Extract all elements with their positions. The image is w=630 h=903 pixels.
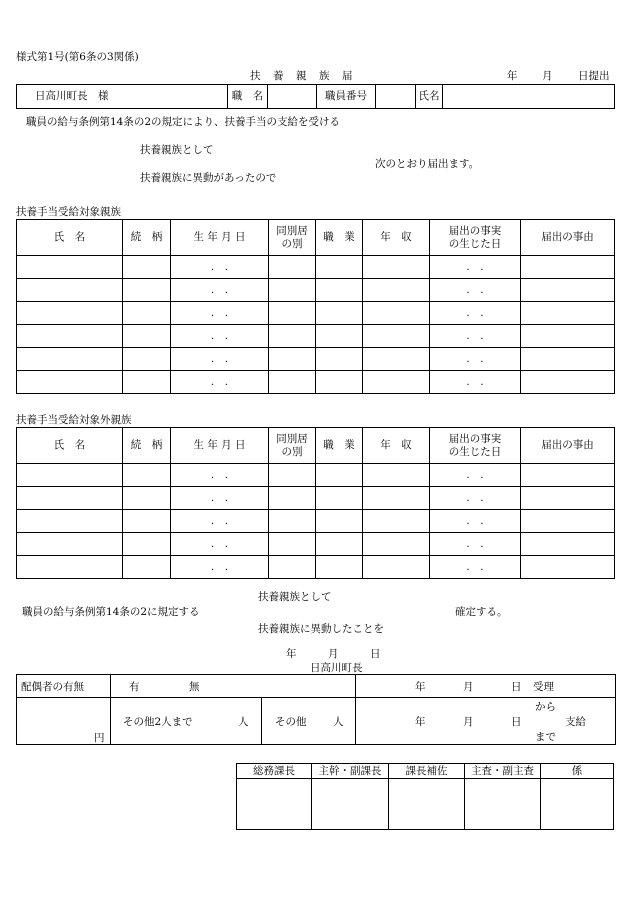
table-cell[interactable]: [17, 302, 123, 325]
staff-no-field[interactable]: [376, 85, 416, 109]
confirm-option-1: 扶養親族として: [258, 591, 332, 603]
date-cell[interactable]: . .: [430, 302, 521, 325]
date-cell[interactable]: . .: [430, 510, 521, 533]
col-income: 年 収: [363, 428, 430, 464]
date-cell[interactable]: . .: [430, 256, 521, 279]
date-cell[interactable]: . .: [430, 371, 521, 394]
name-label: 氏名: [416, 85, 443, 109]
name-field[interactable]: [443, 85, 615, 109]
col-event-date: [430, 428, 521, 464]
table-cell[interactable]: [521, 325, 615, 348]
table-cell[interactable]: [269, 256, 316, 279]
table-cell[interactable]: [123, 256, 171, 279]
col-cohabit: [269, 220, 316, 256]
table-cell[interactable]: [316, 464, 363, 487]
spouse-no[interactable]: 無: [189, 681, 200, 693]
table-cell[interactable]: [316, 279, 363, 302]
table-cell[interactable]: [521, 533, 615, 556]
table-cell[interactable]: [17, 325, 123, 348]
person-unit-1: 人: [238, 716, 249, 728]
table-cell[interactable]: [521, 371, 615, 394]
position-field[interactable]: [268, 85, 317, 109]
submit-month: 月: [542, 70, 553, 82]
addressee: 日高川町長 様: [17, 85, 228, 109]
received-day: 日: [511, 681, 522, 693]
date-cell[interactable]: . .: [430, 325, 521, 348]
table-cell[interactable]: [123, 533, 171, 556]
table-cell[interactable]: [123, 325, 171, 348]
table-cell[interactable]: [17, 510, 123, 533]
others2-label: その他2人まで: [123, 716, 193, 728]
table-cell[interactable]: [363, 279, 430, 302]
table-cell[interactable]: [17, 256, 123, 279]
period-month: 月: [463, 716, 474, 728]
table-cell[interactable]: [269, 302, 316, 325]
table-row: [17, 371, 615, 394]
stamp-cell[interactable]: [465, 779, 541, 830]
col-event-date: [430, 220, 521, 256]
table-header-row: [17, 220, 615, 256]
dependents-table: [16, 219, 615, 394]
table-cell[interactable]: [316, 533, 363, 556]
date-cell[interactable]: . .: [430, 464, 521, 487]
table-row: [17, 302, 615, 325]
date-cell[interactable]: . .: [171, 325, 269, 348]
table-cell[interactable]: [316, 256, 363, 279]
approval-staff: 係: [541, 764, 614, 779]
table-cell[interactable]: [521, 464, 615, 487]
header-table: [16, 84, 615, 109]
col-name: 氏 名: [17, 220, 123, 256]
intro-line: 職員の給与条例第14条の2の規定により、扶養手当の支給を受ける: [26, 116, 341, 128]
until-label: まで: [535, 731, 556, 743]
col-birthdate: 生 年 月 日: [171, 428, 269, 464]
approval-assistant-chief: 課長補佐: [389, 764, 465, 779]
table-row: [17, 256, 615, 279]
col-cohabit: [269, 428, 316, 464]
table-cell[interactable]: [17, 464, 123, 487]
staff-no-label: 職員番号: [317, 85, 376, 109]
table-cell[interactable]: [363, 510, 430, 533]
table-cell[interactable]: [269, 533, 316, 556]
table-cell[interactable]: [17, 348, 123, 371]
col-income: 年 収: [363, 220, 430, 256]
table-cell[interactable]: [123, 510, 171, 533]
date-cell[interactable]: . .: [430, 279, 521, 302]
table-cell[interactable]: [363, 371, 430, 394]
section1-title: 扶養手当受給対象親族: [16, 206, 121, 218]
table-cell[interactable]: [17, 487, 123, 510]
table-cell[interactable]: [316, 371, 363, 394]
pay-label: 支給: [565, 716, 586, 728]
table-cell[interactable]: [123, 302, 171, 325]
received-month: 月: [463, 681, 474, 693]
table-cell[interactable]: [521, 348, 615, 371]
spouse-yes[interactable]: 有: [129, 681, 140, 693]
confirm-option-2: 扶養親族に異動したことを: [258, 623, 384, 635]
table-cell[interactable]: [269, 487, 316, 510]
table-cell[interactable]: [363, 302, 430, 325]
col-relation: 続 柄: [123, 220, 171, 256]
table-cell[interactable]: [521, 279, 615, 302]
table-cell[interactable]: [363, 464, 430, 487]
table-cell[interactable]: [316, 348, 363, 371]
date-cell[interactable]: . .: [171, 256, 269, 279]
table-cell[interactable]: [363, 487, 430, 510]
table-cell[interactable]: [17, 556, 123, 579]
date-cell[interactable]: . .: [171, 533, 269, 556]
table-cell[interactable]: [269, 464, 316, 487]
intro-option-2: 扶養親族に異動があったので: [140, 172, 277, 184]
table-cell[interactable]: [123, 279, 171, 302]
sign-date: 年 月 日: [286, 648, 381, 660]
sign-mayor: 日高川町長: [310, 662, 363, 674]
table-cell[interactable]: [17, 279, 123, 302]
col-name: 氏 名: [17, 428, 123, 464]
table-cell[interactable]: [521, 256, 615, 279]
table-cell[interactable]: [316, 510, 363, 533]
table-cell[interactable]: [269, 556, 316, 579]
date-cell[interactable]: . .: [171, 556, 269, 579]
intro-tail: 次のとおり届出ます。: [375, 158, 480, 170]
table-cell[interactable]: [363, 256, 430, 279]
date-cell[interactable]: . .: [171, 510, 269, 533]
others-label: その他: [275, 716, 307, 728]
stamp-cell[interactable]: [389, 779, 465, 830]
col-cohabit-label: 同別居の別: [276, 433, 308, 458]
date-cell[interactable]: . .: [171, 371, 269, 394]
non-dependents-table: [16, 427, 615, 579]
date-cell[interactable]: . .: [171, 464, 269, 487]
form-number: 様式第1号(第6条の3関係): [16, 51, 139, 63]
table-cell[interactable]: [316, 487, 363, 510]
table-cell[interactable]: [363, 533, 430, 556]
table-cell[interactable]: [316, 556, 363, 579]
date-cell[interactable]: . .: [171, 348, 269, 371]
table-cell[interactable]: [521, 556, 615, 579]
table-cell[interactable]: [363, 348, 430, 371]
section2-title: 扶養手当受給対象外親族: [16, 414, 132, 426]
received-label: 受理: [533, 681, 554, 693]
table-header-row: [17, 428, 615, 464]
table-row: [17, 487, 615, 510]
col-reason: 届出の事由: [521, 428, 615, 464]
table-cell[interactable]: [269, 348, 316, 371]
confirm-left: 職員の給与条例第14条の2に規定する: [22, 606, 200, 618]
col-occupation: 職 業: [316, 428, 363, 464]
table-cell[interactable]: [123, 556, 171, 579]
approval-general-affairs: 総務課長: [237, 764, 312, 779]
table-cell[interactable]: [316, 302, 363, 325]
table-row: [17, 348, 615, 371]
spouse-label: 配偶者の有無: [21, 681, 84, 693]
yen-label: 円: [94, 732, 105, 744]
table-cell[interactable]: [269, 279, 316, 302]
stamp-cell[interactable]: [237, 779, 312, 830]
date-cell[interactable]: . .: [171, 487, 269, 510]
confirm-right: 確定する。: [455, 606, 508, 618]
form-title: 扶 養 親 族 届: [250, 70, 354, 82]
table-cell[interactable]: [123, 464, 171, 487]
table-cell[interactable]: [17, 371, 123, 394]
date-cell[interactable]: . .: [171, 302, 269, 325]
approval-table: [236, 763, 614, 830]
table-row: [17, 464, 615, 487]
approval-supervisor: 主査・副主査: [465, 764, 541, 779]
table-row: [17, 279, 615, 302]
approval-deputy-chief: 主幹・副課長: [312, 764, 389, 779]
date-cell[interactable]: . .: [430, 556, 521, 579]
period-year: 年: [415, 716, 426, 728]
table-cell[interactable]: [521, 487, 615, 510]
received-year: 年: [415, 681, 426, 693]
table-row: [17, 510, 615, 533]
intro-option-1: 扶養親族として: [140, 144, 214, 156]
date-cell[interactable]: . .: [430, 348, 521, 371]
person-unit-2: 人: [333, 716, 344, 728]
table-row: [17, 325, 615, 348]
col-event-date-label: 届出の事実の生じた日: [448, 225, 502, 250]
col-relation: 続 柄: [123, 428, 171, 464]
period-day: 日: [511, 716, 522, 728]
stamp-cell[interactable]: [541, 779, 614, 830]
submit-year: 年: [507, 70, 518, 82]
table-cell[interactable]: [123, 371, 171, 394]
table-cell[interactable]: [123, 487, 171, 510]
table-cell[interactable]: [123, 348, 171, 371]
table-cell[interactable]: [316, 325, 363, 348]
col-cohabit-label: 同別居の別: [276, 225, 308, 250]
date-cell[interactable]: . .: [171, 279, 269, 302]
stamp-cell[interactable]: [312, 779, 389, 830]
table-cell[interactable]: [269, 325, 316, 348]
position-label: 職 名: [228, 85, 268, 109]
table-row: [17, 533, 615, 556]
table-cell[interactable]: [363, 325, 430, 348]
table-cell[interactable]: [269, 510, 316, 533]
table-cell[interactable]: [363, 556, 430, 579]
spouse-box: [16, 674, 616, 745]
col-event-date-label: 届出の事実の生じた日: [448, 433, 502, 458]
date-cell[interactable]: . .: [430, 487, 521, 510]
col-reason: 届出の事由: [521, 220, 615, 256]
table-row: [17, 556, 615, 579]
table-cell[interactable]: [17, 533, 123, 556]
date-cell[interactable]: . .: [430, 533, 521, 556]
table-cell[interactable]: [521, 510, 615, 533]
submit-day: 日提出: [578, 70, 610, 82]
from-label: から: [535, 701, 556, 713]
table-cell[interactable]: [521, 302, 615, 325]
table-cell[interactable]: [269, 371, 316, 394]
col-birthdate: 生 年 月 日: [171, 220, 269, 256]
col-occupation: 職 業: [316, 220, 363, 256]
